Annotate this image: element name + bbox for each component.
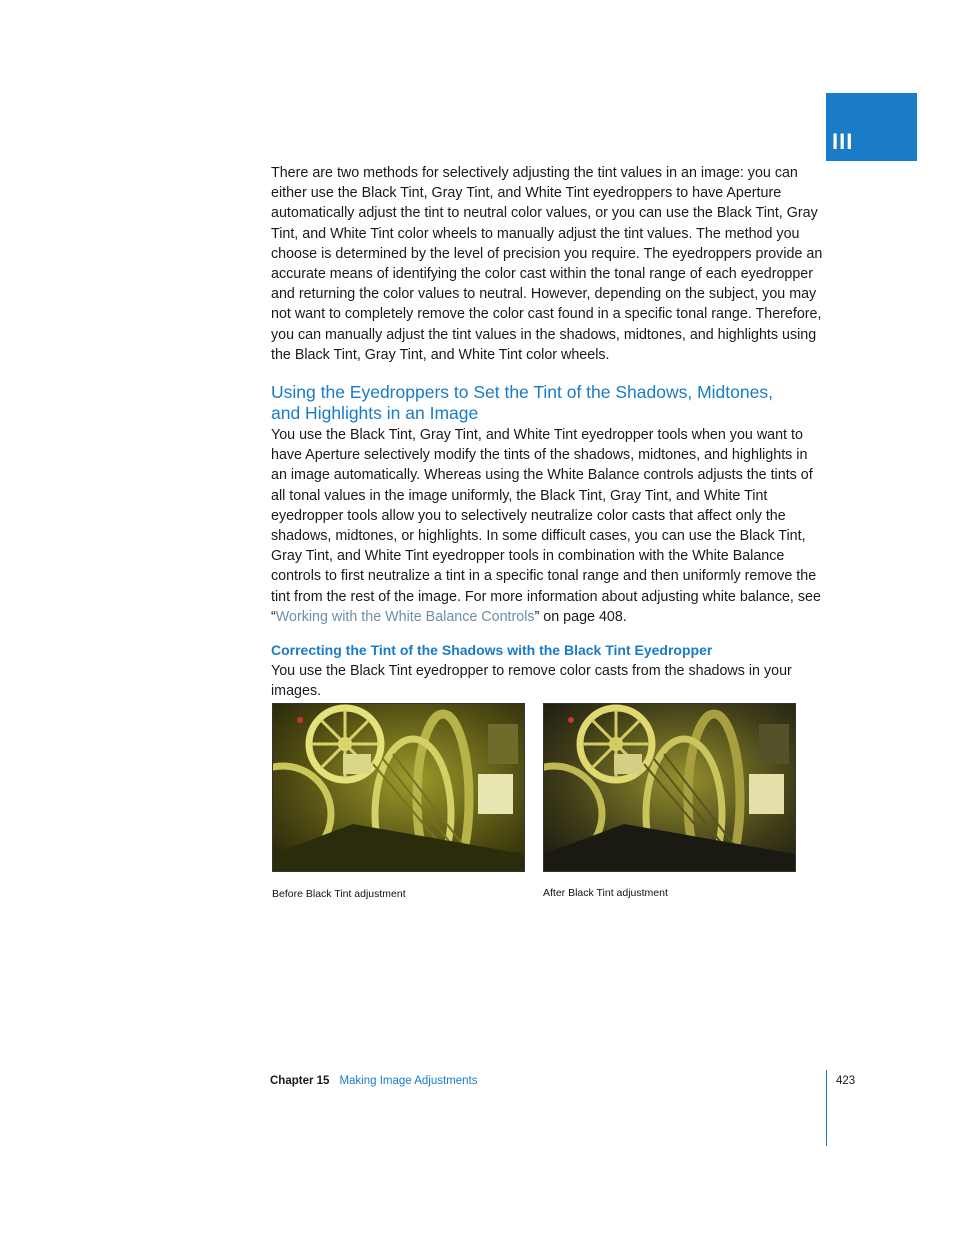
section-heading-line1: Using the Eyedroppers to Set the Tint of the Shadows, Midtones, (271, 382, 773, 402)
section-heading-line2: and Highlights in an Image (271, 403, 479, 423)
before-photo (272, 703, 525, 872)
before-caption: Before Black Tint adjustment (272, 888, 406, 900)
footer-chapter (270, 1073, 478, 1089)
footer-chapter-title[interactable]: Making Image Adjustments (339, 1075, 478, 1087)
footer-chapter-label: Chapter 15 (270, 1075, 330, 1087)
footer-divider (826, 1070, 827, 1146)
section-heading (271, 382, 831, 424)
after-caption: After Black Tint adjustment (543, 887, 668, 899)
intro-paragraph: There are two methods for selectively adjusting the tint values in an image: you can either use the Black Tint, Gray Tint, and White Tint eyedroppers to have Aperture automatically adjust the tint to neutral color values, or you can use the Black Tint, Gray Tint, and White Tint color wheels to manually adjust the tint values. The method you choose is determined by the level of precision you require. The eyedroppers provide an accurate means of identifying the color cast within the tonal range of each eyedropper and returning the color values to neutral. However, depending on the subject, you may not want to completely remove the color cast found in a specific tonal range. Therefore, you can manually adjust the tint values in the shadows, midtones, and highlights using the Black Tint, Gray Tint, and White Tint color wheels. (271, 165, 823, 363)
part-tab-label: III (832, 129, 854, 154)
section-paragraph-tail: ” on page 408. (534, 608, 627, 625)
section-paragraph (271, 425, 827, 627)
subsection-heading: Correcting the Tint of the Shadows with the Black Tint Eyedropper (271, 642, 713, 658)
subsection-paragraph: You use the Black Tint eyedropper to remove color casts from the shadows in your images. (271, 663, 792, 700)
after-photo (543, 703, 796, 872)
section-paragraph-text: You use the Black Tint, Gray Tint, and White Tint eyedropper tools when you want to have Aperture selectively modify the tints of the shadows, midtones, and highlights in an image automatically. Whereas using the White Balance controls adjusts the tints of all tonal values in the image uniformly, the Black Tint, Gray Tint, and White Tint eyedropper tools allow you to selectively neutralize color casts that affect only the shadows, midtones, or highlights. In some difficult cases, you can use the Black Tint, Gray Tint, and White Tint eyedropper tools in combination with the White Balance controls to first neutralize a tint in a specific tonal range and then uniformly remove the tint from the rest of the image. For more information about adjusting white balance, see “ (271, 427, 821, 625)
white-balance-link[interactable]: Working with the White Balance Controls (275, 608, 535, 625)
after-photo-image (544, 704, 795, 871)
before-photo-image (273, 704, 524, 871)
part-tab (826, 93, 917, 161)
page-number: 423 (836, 1075, 856, 1087)
